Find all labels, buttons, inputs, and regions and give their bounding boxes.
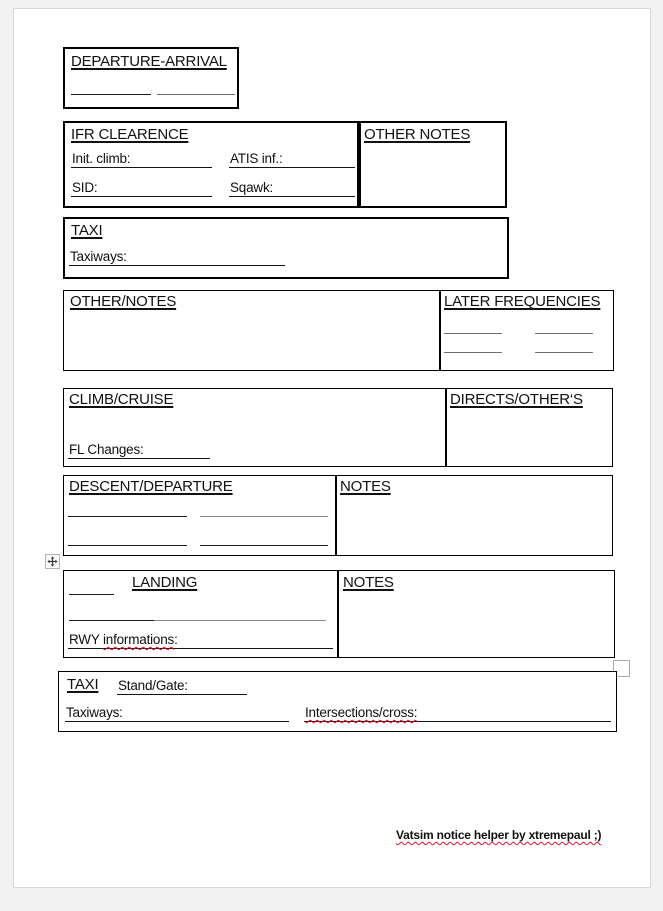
move-arrows-icon: [47, 556, 58, 567]
climb-cruise-title: CLIMB/CRUISE: [69, 391, 174, 408]
squawk-field[interactable]: [229, 180, 355, 197]
ifr-clearance-title: IFR CLEARENCE: [71, 126, 189, 143]
taxiways-field[interactable]: [69, 249, 285, 266]
blank-line[interactable]: [200, 545, 328, 546]
landing-title: LANDING: [132, 574, 198, 591]
taxi-top-title: TAXI: [71, 222, 103, 239]
intersections-cross-label: Intersections/cross:: [305, 705, 418, 720]
init-climb-field[interactable]: [71, 151, 212, 168]
blank-line[interactable]: [200, 516, 328, 517]
taxiways-bottom-field[interactable]: [65, 705, 289, 722]
blank-line[interactable]: [71, 94, 151, 95]
init-climb-label: Init. climb:: [72, 151, 131, 166]
blank-line[interactable]: [154, 620, 326, 621]
frequency-blank-line[interactable]: [444, 352, 502, 353]
sid-field[interactable]: [71, 180, 212, 197]
table-divider: [335, 476, 337, 555]
other-notes-box: [359, 121, 507, 208]
rwy-label-suffix: :: [174, 632, 178, 647]
later-frequencies-title: LATER FREQUENCIES: [444, 293, 601, 310]
frequency-blank-line[interactable]: [535, 352, 593, 353]
climb-cruise-table: [63, 388, 613, 467]
departure-arrival-title: DEPARTURE-ARRIVAL: [71, 53, 227, 70]
ifr-clearance-box: [63, 121, 359, 208]
fl-changes-label: FL Changes:: [69, 442, 144, 457]
taxi-bottom-title: TAXI: [67, 676, 99, 693]
departure-arrival-box: [63, 47, 239, 109]
squawk-label: Sqawk:: [230, 180, 274, 195]
blank-line[interactable]: [68, 516, 187, 517]
landing-table: [63, 570, 615, 658]
fl-changes-field[interactable]: [68, 442, 210, 459]
table-divider: [337, 571, 339, 657]
taxi-bottom-table: [58, 671, 617, 732]
atis-info-field[interactable]: [229, 151, 355, 168]
frequency-blank-line[interactable]: [535, 333, 593, 334]
stand-gate-field[interactable]: [117, 678, 247, 695]
descent-notes-title: NOTES: [340, 478, 391, 495]
taxiways-bottom-label: Taxiways:: [66, 705, 123, 720]
stand-gate-label: Stand/Gate:: [118, 678, 188, 693]
intersections-cross-field[interactable]: [304, 705, 611, 722]
landing-notes-title: NOTES: [343, 574, 394, 591]
rwy-label-prefix: RWY: [69, 632, 103, 647]
table-divider: [445, 389, 447, 466]
directs-others-title: DIRECTS/OTHER‘S: [450, 391, 583, 408]
blank-line[interactable]: [68, 545, 187, 546]
rwy-informations-field[interactable]: [68, 632, 333, 649]
other-notes-frequencies-table: [63, 290, 614, 371]
taxi-top-box: [63, 217, 509, 279]
blank-line[interactable]: [157, 94, 235, 95]
other-notes-title: OTHER NOTES: [364, 126, 471, 143]
atis-info-label: ATIS inf.:: [230, 151, 283, 166]
blank-line[interactable]: [69, 620, 154, 621]
table-divider: [439, 291, 441, 370]
sid-label: SID:: [72, 180, 98, 195]
footer-credit: Vatsim notice helper by xtremepaul ;): [396, 828, 602, 842]
other-notes-left-title: OTHER/NOTES: [70, 293, 177, 310]
taxiways-label: Taxiways:: [70, 249, 127, 264]
page: [13, 8, 651, 888]
table-move-handle[interactable]: [45, 554, 60, 569]
descent-departure-title: DESCENT/DEPARTURE: [69, 478, 233, 495]
frequency-blank-line[interactable]: [444, 333, 502, 334]
blank-line[interactable]: [69, 594, 114, 595]
rwy-label-misspelled-word: informations: [102, 632, 175, 647]
descent-departure-table: [63, 475, 613, 556]
